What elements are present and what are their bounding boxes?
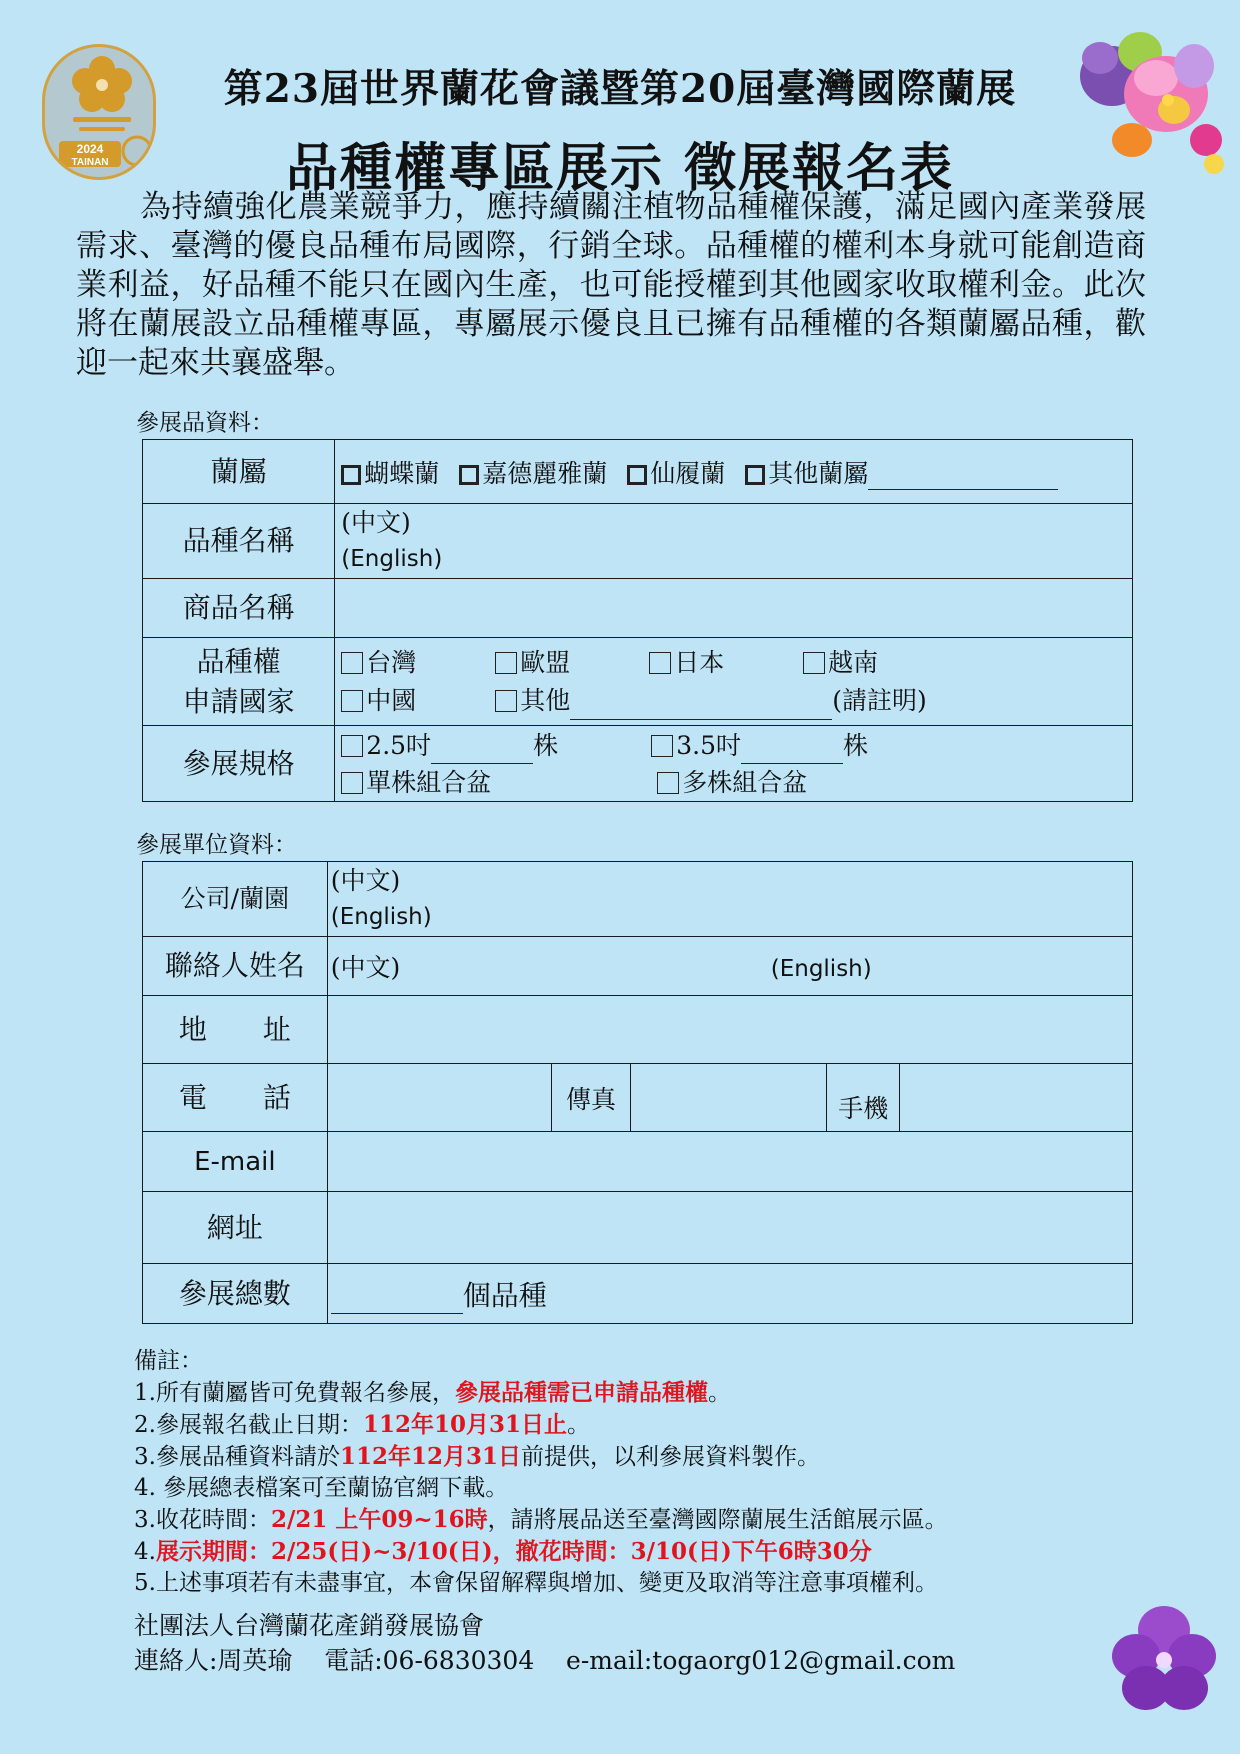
organization-name: 社團法人台灣蘭花產銷發展協會	[134, 1611, 485, 1640]
spec-label: 參展規格	[143, 726, 335, 802]
country-option-label: 台灣	[366, 647, 417, 677]
genus-option-label: 其他蘭屬	[768, 458, 869, 488]
website-label: 網址	[143, 1192, 328, 1264]
note-line-6: 4.展示期間：2/25(日)~3/10(日)，撤花時間：3/10(日)下午6時30分	[134, 1538, 872, 1565]
phone-label: 電 話	[143, 1064, 328, 1132]
total-label: 參展總數	[143, 1264, 328, 1324]
contact-english-field[interactable]: (English)	[770, 956, 872, 982]
logo-badge	[42, 44, 156, 180]
country-option-label: 越南	[828, 647, 879, 677]
country-other-checkbox[interactable]	[495, 690, 517, 712]
rights-country-label	[143, 638, 335, 726]
form-title: 品種權專區展示 徵展報名表	[285, 139, 955, 199]
genus-row	[143, 440, 1133, 504]
company-english-field[interactable]: (English)	[330, 904, 432, 930]
unit-label: 株	[843, 730, 869, 760]
multi-plant-pot-checkbox[interactable]	[657, 772, 679, 794]
genus-other-input[interactable]	[868, 466, 1058, 490]
variety-label: 品種名稱	[143, 504, 335, 579]
logo-city: TAINAN	[71, 157, 109, 168]
mobile-field[interactable]	[900, 1064, 1133, 1132]
trade-name-row	[143, 579, 1133, 638]
website-field[interactable]	[327, 1192, 1132, 1264]
spec-option-label: 多株組合盆	[682, 767, 808, 797]
spec-3-5-quantity-input[interactable]	[741, 740, 843, 764]
total-count-input[interactable]	[331, 1290, 463, 1314]
address-field[interactable]	[327, 996, 1132, 1064]
spec-option-label: 2.5吋	[366, 730, 432, 760]
spec-option-label: 單株組合盆	[366, 767, 492, 797]
genus-option-label: 蝴蝶蘭	[364, 458, 440, 488]
variety-chinese-field[interactable]: (中文)	[341, 508, 411, 537]
rights-country-row	[143, 638, 1133, 726]
email-label: E-mail	[143, 1132, 328, 1192]
country-vietnam-checkbox[interactable]	[803, 652, 825, 674]
country-japan-checkbox[interactable]	[649, 652, 671, 674]
address-label: 地 址	[143, 996, 328, 1064]
violet-orchid-icon	[1110, 1604, 1218, 1716]
phone-field[interactable]	[327, 1064, 551, 1132]
trade-name-field[interactable]	[335, 579, 1133, 638]
spec-row	[143, 726, 1133, 802]
plum-blossom-logo-icon	[45, 47, 156, 180]
note-line-2: 2.參展報名截止日期：112年10月31日止。	[134, 1411, 590, 1438]
spec-3-5-checkbox[interactable]	[651, 735, 673, 757]
country-taiwan-checkbox[interactable]	[341, 652, 363, 674]
email-row	[143, 1132, 1133, 1192]
country-option-label: 歐盟	[520, 647, 571, 677]
company-chinese-field[interactable]: (中文)	[330, 866, 401, 895]
specify-note: (請註明)	[832, 685, 927, 715]
exhibit-section-title: 參展品資料：	[136, 410, 274, 436]
note-line-7: 5.上述事項若有未盡事宜，本會保留解釋與增加、變更及取消等注意事項權利。	[134, 1570, 938, 1596]
note-line-4: 4. 參展總表檔案可至蘭協官網下載。	[134, 1475, 509, 1501]
rights-label-line2: 申請國家	[182, 684, 295, 718]
note-line-5: 3.收花時間：2/21 上午09~16時，請將展品送至臺灣國際蘭展生活館展示區。	[134, 1506, 948, 1533]
notes-block	[134, 1346, 948, 1599]
notes-heading: 備註：	[134, 1348, 203, 1374]
unit-section-title: 參展單位資料：	[136, 832, 297, 858]
note-line-1: 1.所有蘭屬皆可免費報名參展，參展品種需已申請品種權。	[134, 1379, 731, 1406]
contact-chinese-field[interactable]: (中文)	[330, 953, 401, 982]
conference-title: 第23屆世界蘭花會議暨第20屆臺灣國際蘭展	[223, 66, 1017, 112]
website-row	[143, 1192, 1133, 1264]
genus-option-label: 嘉德麗雅蘭	[482, 458, 608, 488]
country-option-label: 其他	[520, 685, 571, 715]
contact-label: 聯絡人姓名	[143, 937, 328, 996]
logo-year: 2024	[76, 142, 104, 156]
country-other-input[interactable]	[570, 696, 832, 720]
total-row	[143, 1264, 1133, 1324]
spec-2-5-quantity-input[interactable]	[431, 740, 533, 764]
variety-row	[143, 504, 1133, 579]
genus-other-checkbox[interactable]	[745, 465, 765, 485]
orchid-bouquet-icon	[1070, 18, 1230, 183]
contact-row	[143, 937, 1133, 996]
rights-label-line1: 品種權	[196, 644, 281, 678]
unit-label: 株	[533, 730, 559, 760]
email-field[interactable]	[327, 1132, 1132, 1192]
trade-name-label: 商品名稱	[143, 579, 335, 638]
exhibit-table	[142, 439, 1133, 802]
intro-paragraph: 為持續強化農業競爭力，應持續關注植物品種權保護，滿足國內產業發展需求、臺灣的優良品種布局國際，行銷全球。品種權的權利本身就可能創造商業利益，好品種不能只在國內生產，也可能授權到其他國家收取權利金。此次將在蘭展設立品種權專區，專屬展示優良且已擁有品種權的各類蘭屬品種，歡迎一起來共襄盛舉。	[76, 189, 1146, 381]
phone-row	[143, 1064, 1133, 1132]
spec-2-5-checkbox[interactable]	[341, 735, 363, 757]
note-line-3: 3.參展品種資料請於112年12月31日前提供，以利參展資料製作。	[134, 1443, 820, 1470]
country-eu-checkbox[interactable]	[495, 652, 517, 674]
genus-option-label: 仙履蘭	[650, 458, 726, 488]
genus-paphiopedilum-checkbox[interactable]	[627, 465, 647, 485]
unit-table	[142, 861, 1133, 1324]
company-label: 公司/蘭園	[143, 862, 328, 937]
genus-label: 蘭屬	[143, 440, 335, 504]
country-option-label: 日本	[674, 647, 725, 677]
variety-english-field[interactable]: (English)	[341, 546, 443, 572]
total-suffix: 個品種	[462, 1278, 547, 1312]
country-option-label: 中國	[366, 685, 417, 715]
address-row	[143, 996, 1133, 1064]
country-china-checkbox[interactable]	[341, 690, 363, 712]
fax-field[interactable]	[631, 1064, 827, 1132]
contact-info: 連絡人:周英瑜 電話:06-6830304 e-mail:togaorg012@gmail.com	[134, 1646, 956, 1675]
fax-label: 傳真	[551, 1064, 631, 1132]
spec-option-label: 3.5吋	[676, 730, 742, 760]
mobile-label: 手機	[827, 1064, 900, 1132]
genus-cattleya-checkbox[interactable]	[459, 465, 479, 485]
single-plant-pot-checkbox[interactable]	[341, 772, 363, 794]
genus-phalaenopsis-checkbox[interactable]	[341, 465, 361, 485]
company-row	[143, 862, 1133, 937]
